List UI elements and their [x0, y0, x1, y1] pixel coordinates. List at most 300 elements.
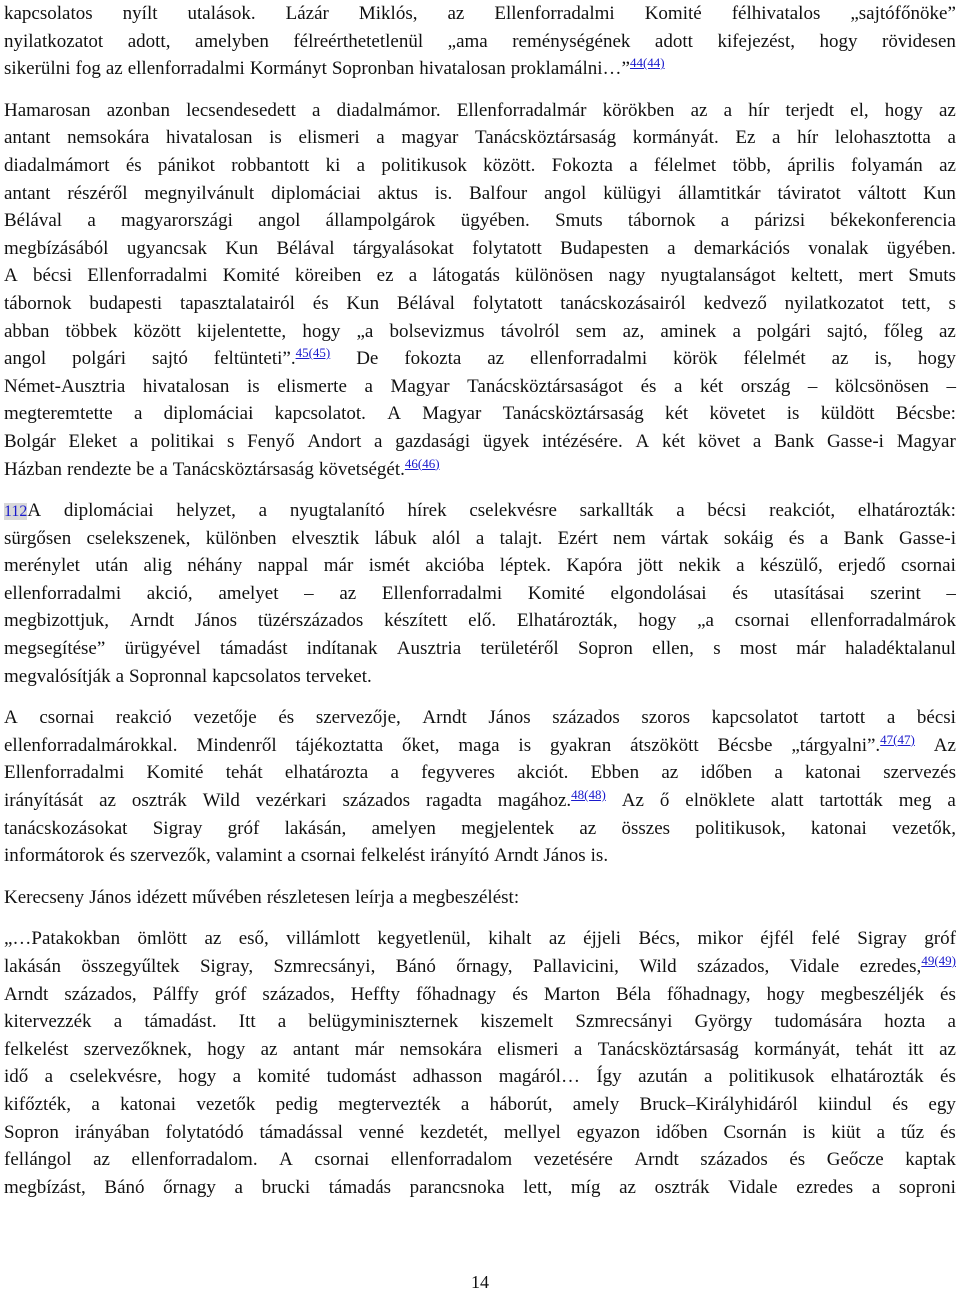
word: irányítását: [4, 790, 84, 812]
text-line: [4, 318, 956, 346]
word: szoros: [641, 707, 690, 729]
word: Geőcze: [826, 1149, 884, 1171]
word: idézett: [136, 886, 188, 908]
word: kapcsolatos: [4, 3, 93, 24]
paragraph-gap: [4, 911, 956, 925]
word: Sopronban: [331, 58, 415, 80]
word: polgári: [757, 320, 811, 342]
footnote-link[interactable]: 47(47): [880, 731, 915, 747]
word: a: [159, 458, 168, 480]
word: százados,: [262, 983, 335, 1005]
paragraph: [4, 0, 956, 83]
word: kedvező: [703, 292, 767, 314]
word: nem: [613, 527, 646, 549]
word: nemsokára: [399, 1038, 482, 1060]
word: informátorok: [4, 845, 105, 867]
word: megjelentek: [461, 817, 555, 839]
word: –: [946, 582, 956, 604]
word: Gasse-i: [826, 430, 884, 452]
text-line: [4, 732, 956, 760]
word: most: [739, 638, 777, 660]
word: csornai: [901, 555, 956, 577]
word: és: [312, 292, 329, 314]
word: Ez: [735, 127, 756, 149]
word: s: [948, 292, 956, 314]
word: Csornán: [723, 1121, 787, 1143]
word: részéről: [67, 182, 128, 204]
word: kiszemelt: [480, 1011, 554, 1033]
text-line: [4, 235, 956, 263]
text-line: [4, 97, 956, 125]
word: elgondolásai: [610, 582, 707, 604]
word: is.: [434, 182, 453, 204]
word: is: [247, 375, 260, 397]
word: és: [278, 707, 295, 729]
word: diplomáciai: [271, 182, 361, 204]
word: Kapóra: [566, 555, 623, 577]
word: már: [796, 638, 826, 660]
footnote-link[interactable]: 48(48): [571, 787, 606, 803]
word: a: [258, 500, 268, 522]
text-line: [4, 635, 956, 663]
word: amelyet: [218, 582, 279, 604]
word: A: [279, 1149, 293, 1171]
word: gyakran: [550, 734, 612, 756]
word: Bélával: [396, 292, 455, 314]
word: hogy: [917, 348, 956, 370]
word: őrnagy: [163, 1176, 216, 1198]
footnote-link[interactable]: 46(46): [404, 455, 440, 471]
word: Bélával: [276, 237, 335, 259]
word: alatt: [770, 790, 804, 812]
word: a: [704, 1066, 713, 1088]
word: ellenforradalmi: [4, 582, 122, 604]
text-line: [4, 607, 956, 635]
word: folyamán: [851, 154, 923, 176]
word: hogy: [766, 983, 805, 1005]
word: a: [408, 265, 418, 287]
word: Bánó: [104, 1176, 145, 1198]
word: hogy: [819, 30, 858, 52]
word: elhatározta: [284, 762, 369, 784]
word: belügyminiszternek: [308, 1011, 459, 1033]
word: terveket.: [305, 665, 372, 687]
word: Bolgár: [4, 430, 56, 452]
word: bolsevizmus: [389, 320, 485, 342]
word: Bécsbe:: [895, 403, 956, 425]
word: Komité: [222, 265, 280, 287]
word: hír: [797, 127, 819, 149]
word: „a: [356, 320, 374, 342]
word: kormányát,: [754, 1038, 841, 1060]
word: megbeszéljék: [820, 983, 924, 1005]
word: el,: [850, 99, 869, 121]
word: százados: [552, 707, 620, 729]
word: Marton: [544, 983, 600, 1005]
word: szervezők,: [130, 845, 211, 867]
text-line: [4, 1091, 956, 1119]
word: venné: [358, 1121, 405, 1143]
word: tehát: [855, 1038, 893, 1060]
word: fog: [75, 58, 101, 80]
word: párizsi: [754, 210, 806, 232]
word: kaptak: [905, 1149, 956, 1171]
word: magához.$^{48(48)}$: [497, 787, 606, 812]
word: az: [579, 817, 597, 839]
word: kiindul: [818, 1093, 872, 1115]
word: ország: [740, 375, 791, 397]
word: is: [269, 127, 282, 149]
word: alól: [432, 527, 461, 549]
word: 112A: [4, 500, 42, 522]
paragraph-gap: [4, 690, 956, 704]
word: gróf: [924, 928, 956, 950]
word: nyílt: [122, 3, 158, 24]
word: békekonferencia: [830, 210, 956, 232]
word: demarkációs: [693, 237, 790, 259]
word: látogatás: [432, 265, 500, 287]
word: Tanácsköztársaság: [502, 403, 644, 425]
word: Wild: [202, 790, 240, 812]
word: rövidesen: [882, 30, 956, 52]
word: ragadta: [425, 790, 482, 812]
page-marker-link[interactable]: 112: [4, 503, 28, 521]
word: százados,: [696, 956, 770, 977]
word: Fenyő: [247, 430, 295, 452]
word: Komité: [146, 762, 204, 784]
word: a: [399, 886, 408, 908]
word: tett,: [901, 292, 931, 314]
word: ügyében.: [460, 210, 530, 232]
word: politikusok,: [695, 817, 786, 839]
word: irányító: [429, 845, 490, 867]
word: a: [947, 127, 956, 149]
word: antant: [292, 1038, 340, 1060]
word: összegyűltek: [81, 956, 180, 977]
word: megbeszélést:: [412, 886, 520, 908]
word: vezetője: [193, 707, 257, 729]
word: néhány: [187, 555, 243, 577]
word: ez: [376, 265, 394, 287]
word: sürgősen: [4, 527, 72, 549]
footnote-link[interactable]: 49(49): [921, 953, 956, 968]
word: után: [95, 555, 129, 577]
paragraph: [4, 925, 956, 1201]
word: megbízást,: [4, 1176, 86, 1198]
word: már: [323, 555, 354, 577]
word: és: [939, 1121, 956, 1143]
word: a: [772, 127, 781, 149]
word: éjjeli: [583, 928, 622, 950]
word: Smuts: [908, 265, 956, 287]
word: is: [518, 734, 532, 756]
word: Heffty: [350, 983, 400, 1005]
word: vezetésére: [533, 1149, 613, 1171]
text-line: [4, 152, 956, 180]
word: János: [488, 707, 531, 729]
word: a: [374, 430, 383, 452]
word: politikusok: [728, 1066, 815, 1088]
word: gróf: [227, 817, 260, 839]
word: bécsi: [916, 707, 956, 729]
word: terjedt: [785, 99, 835, 121]
word: akciót.: [517, 762, 569, 784]
word: itt: [907, 1038, 924, 1060]
word: főhadnagy: [415, 983, 497, 1005]
word: akcióba: [425, 555, 485, 577]
word: ürügyével: [124, 638, 201, 660]
word: Vidale: [789, 956, 840, 977]
word: őrnagy,: [456, 956, 513, 977]
text-line: [4, 925, 956, 953]
word: elnöklete: [685, 790, 755, 812]
word: az: [93, 1149, 110, 1171]
word: azonban: [106, 99, 170, 121]
word: lakásán,: [284, 817, 347, 839]
word: „a: [697, 610, 714, 632]
word: indítanak: [306, 638, 378, 660]
word: „tárgyalni”.$^{47(47)}$: [791, 731, 915, 756]
word: folytatott: [472, 237, 542, 259]
word: Ellenforradalmi: [381, 582, 503, 604]
word: angol: [544, 182, 587, 204]
word: János: [194, 610, 238, 632]
word: a: [736, 555, 745, 577]
word: százados: [700, 1149, 768, 1171]
word: adott: [654, 30, 693, 52]
text-line: [4, 884, 956, 912]
word: Ellenforradalmi: [494, 3, 615, 24]
word: meg: [898, 790, 932, 812]
word: A: [4, 707, 18, 729]
word: ki: [325, 154, 341, 176]
word: ellenforradalmi: [530, 348, 648, 370]
word: robbantott: [231, 154, 310, 176]
word: tanácskozásokat: [4, 817, 128, 839]
word: ezredes: [796, 1176, 854, 1198]
word: már: [354, 1038, 385, 1060]
text-line: [4, 663, 956, 691]
word: háborút,: [489, 1093, 553, 1115]
word: parancsnoka: [409, 1176, 505, 1198]
word: hogy: [178, 1066, 217, 1088]
text-line: [4, 497, 956, 525]
word: lett,: [523, 1176, 553, 1198]
word: tűz: [900, 1121, 925, 1143]
footnote-link[interactable]: 45(45): [295, 345, 331, 361]
word: cselekvésre,: [69, 1066, 162, 1088]
word: a: [723, 99, 733, 121]
word: Bruck–Királyhidáról: [639, 1093, 798, 1115]
word: György: [694, 1011, 753, 1033]
word: reakció: [115, 707, 172, 729]
word: fegyveres: [421, 762, 495, 784]
word: –: [304, 582, 314, 604]
word: s: [227, 430, 235, 452]
word: két: [699, 375, 724, 397]
word: míg: [570, 1176, 601, 1198]
word: művében: [192, 886, 262, 908]
word: a: [876, 1121, 886, 1143]
word: a: [673, 375, 683, 397]
word: támadás: [328, 1176, 392, 1198]
text-line: [4, 1174, 956, 1202]
word: a: [475, 527, 485, 549]
word: félreérthetetlenül: [293, 30, 424, 52]
word: az: [487, 348, 505, 370]
word: feltünteti”.$^{45(45)}$: [213, 345, 331, 370]
word: Tanácsköztársaság: [172, 458, 314, 480]
word: Kerecseny: [4, 886, 85, 908]
word: reakciót,: [769, 500, 836, 522]
word: tábornok: [4, 292, 72, 314]
word: és: [732, 582, 749, 604]
word: között.: [483, 154, 536, 176]
word: azután: [638, 1066, 688, 1088]
word: fellángol: [4, 1149, 72, 1171]
word: és: [940, 1066, 956, 1088]
word: ügyek: [482, 430, 530, 452]
word: Pálffy: [152, 983, 199, 1005]
word: a: [390, 762, 399, 784]
word: a: [676, 500, 685, 522]
word: két: [661, 430, 686, 452]
word: a: [87, 210, 96, 232]
word: táviratot: [777, 182, 841, 204]
word: egyazon: [576, 1121, 641, 1143]
word: vártak: [661, 527, 709, 549]
text-line: [4, 1008, 956, 1036]
word: a: [277, 1011, 287, 1033]
word: Itt: [238, 1011, 256, 1033]
word: Smuts: [555, 210, 603, 232]
word: A: [387, 403, 401, 425]
word: az: [105, 58, 123, 80]
paragraph: [4, 704, 956, 870]
word: ügyében.: [886, 237, 956, 259]
word: készülő,: [759, 555, 823, 577]
word: diadalmámort: [4, 154, 110, 176]
word: katonai: [805, 762, 861, 784]
word: alig: [143, 555, 172, 577]
word: kifejezést,: [717, 30, 795, 52]
word: hogy: [207, 1038, 246, 1060]
word: gazdasági: [395, 430, 471, 452]
word: villámlott: [286, 928, 361, 950]
word: elvesztik: [291, 527, 360, 549]
word: részletesen: [266, 886, 351, 908]
word: Arndt: [129, 610, 175, 632]
text-line: [4, 1063, 956, 1091]
text-line: [4, 0, 956, 28]
word: csornai: [314, 1149, 370, 1171]
word: nagy: [608, 265, 646, 287]
word: főhadnagy,: [666, 983, 751, 1005]
word: a: [312, 99, 321, 121]
word: nappal: [257, 555, 309, 577]
word: körök: [673, 348, 718, 370]
word: pedig: [275, 1093, 318, 1115]
word: politikusok: [381, 154, 467, 176]
word: Mindenről: [196, 734, 277, 756]
word: hírek: [407, 500, 447, 522]
footnote-link[interactable]: 44(44): [629, 55, 665, 71]
word: a: [356, 154, 366, 176]
word: folytatódó: [165, 1121, 244, 1143]
word: Gasse-i: [899, 527, 956, 549]
paragraph: [4, 497, 956, 690]
word: távolról: [500, 320, 560, 342]
word: Tanácsköztársaság: [474, 127, 617, 149]
document-body: [4, 0, 956, 1201]
word: követ: [697, 430, 741, 452]
word: Ausztria: [396, 638, 462, 660]
word: elő.: [468, 610, 497, 632]
word: katonai: [120, 1093, 177, 1115]
word: őket,: [402, 734, 440, 756]
text-line: [4, 525, 956, 553]
word: lábuk: [374, 527, 417, 549]
paragraph: [4, 97, 956, 483]
word: hogy: [638, 610, 677, 632]
word: leírja: [355, 886, 395, 908]
word: ugyancsak: [126, 237, 208, 259]
word: tüzérszázados: [257, 610, 364, 632]
word: több,: [732, 154, 771, 176]
word: proklamálni…”$^{44(44)}$: [510, 55, 665, 80]
word: kifőzték,: [4, 1093, 72, 1115]
word: Házban: [4, 458, 63, 480]
word: cselekszenek,: [86, 527, 191, 549]
word: amelyben: [194, 30, 269, 52]
word: követet: [709, 403, 766, 425]
word: körökben: [602, 99, 675, 121]
word: átszökött: [630, 734, 699, 756]
word: Ellenforradalmár: [456, 99, 587, 121]
word: a: [234, 1176, 243, 1198]
word: a: [886, 707, 896, 729]
word: és: [109, 845, 126, 867]
word: Bank: [774, 430, 815, 452]
word: az: [204, 928, 222, 950]
word: vezetők,: [892, 817, 956, 839]
word: csornai: [734, 610, 790, 632]
text-line: [4, 552, 956, 580]
word: diadalmámor.: [336, 99, 441, 121]
word: ellenforradalmárokkal.: [4, 734, 178, 756]
word: a: [44, 1066, 54, 1088]
word: Arndt: [634, 1149, 679, 1171]
word: főleg: [883, 320, 923, 342]
word: jött: [637, 555, 664, 577]
word: felkelést: [360, 845, 425, 867]
paragraph-gap: [4, 483, 956, 497]
word: „sajtófőnöke”: [850, 3, 956, 24]
word: külügyi: [603, 182, 662, 204]
word: utalások.: [187, 3, 256, 24]
word: április: [787, 154, 835, 176]
word: a: [129, 430, 139, 452]
word: elismerte: [277, 375, 347, 397]
word: kapcsolatot: [711, 707, 799, 729]
word: kapcsolatot.: [274, 403, 366, 425]
word: Bécs,: [638, 928, 681, 950]
word: Arndt: [422, 707, 467, 729]
text-line: [4, 1036, 956, 1064]
word: időben: [655, 1121, 708, 1143]
word: váltott: [857, 182, 907, 204]
word: állampolgárok: [325, 210, 436, 232]
